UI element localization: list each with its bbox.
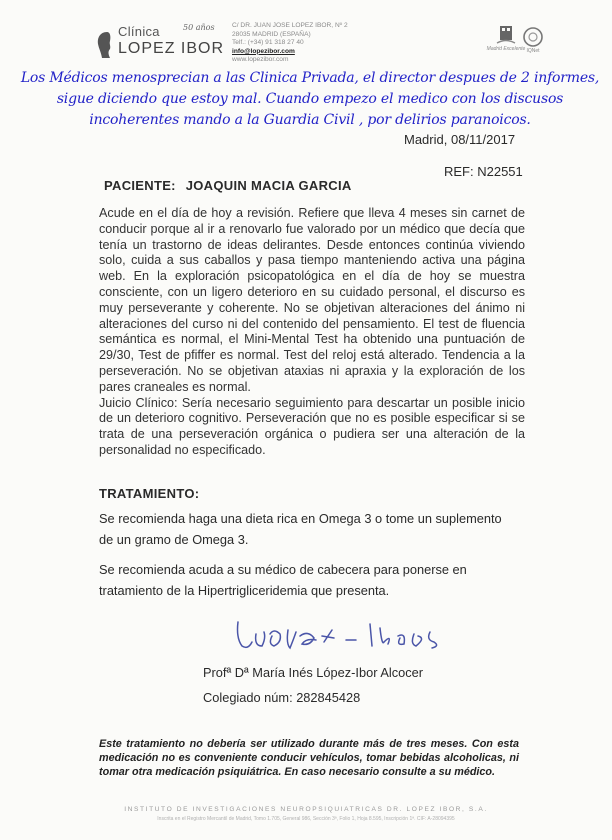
institute-details: Inscrita en el Registro Mercantil de Madrid, Tomo 1.705, General 986, Sección 3ª, Folio 1, Hoja 8.595, Inscripción 1ª. CIF: A-28094395 xyxy=(157,816,455,822)
clinical-judgement-paragraph: Juicio Clínico: Sería necesario seguimiento para descartar un posible inicio de un deterioro cognitivo. Perseveración que no es posible especificar si se trata de una perseveración orgánica o pudiera ser una alteración de la personalidad no especificado. xyxy=(99,395,525,457)
treatment-item-1: Se recomienda haga una dieta rica en Omega 3 o tome un suplemento de un gramo de Omega 3. xyxy=(99,511,502,547)
treatment-heading: TRATAMIENTO: xyxy=(99,486,200,501)
address-phone: Telf.: (+34) 91 318 27 40 xyxy=(232,39,304,47)
logo-name-text: LOPEZ IBOR xyxy=(118,40,225,57)
medication-warning: Este tratamiento no debería ser utilizado durante más de tres meses. Con esta medicación no es conveniente conducir vehículos, tomar bebidas alcoholicas, ni tomar otra medicación psiquiátrica. En caso necesario consulte a su médico. xyxy=(99,738,519,778)
address-line-2: 28035 MADRID (ESPAÑA) xyxy=(232,30,311,38)
report-paragraph: Acude en el día de hoy a revisión. Refiere que lleva 4 meses sin carnet de conducir porque al ir a renovarlo fue valorado por un médico que decía que tenía un trastorno de ideas delirantes. Desde entonces continúa viviendo solo, cuida a sus caballos y pasa tiempo manteniendo activa una página web. En la exploración psicopatológica en el día de hoy se muestra consciente, con un ligero deterioro en su cuidado personal, el discurso es muy perseverante y coherente. No se objetivan alteraciones del ánimo ni alteraciones del curso ni del contenido del pensamiento. El test de fluencia semántica es normal, el Mini-Mental Test ha obtenido una puntuación de 29/30, Test de pfiffer es normal. Test del reloj está alterado. Tendencia a la perseveración. No se objetivan ataxias ni apraxia y la exploración de los pares craneales es normal. xyxy=(99,206,525,394)
logo-clinica-text: Clínica xyxy=(118,24,160,39)
handwritten-note: Los Médicos menosprecian a las Clinica Privada, el director despues de 2 informes, sigue diciendo que estoy mal. Cuando empezo el medico con los discusos incoherentes mando a la Guardia Civil , por delirios paranoicos. xyxy=(20,70,600,128)
address-line-1: C/ DR. JUAN JOSE LOPEZ IBOR, Nº 2 xyxy=(232,22,348,29)
email-link[interactable]: info@lopezibor.com xyxy=(232,47,295,55)
clinical-report xyxy=(99,206,525,459)
doctor-name: Profª Dª María Inés López-Ibor Alcocer xyxy=(203,665,424,680)
colegiado-number: Colegiado núm: 282845428 xyxy=(203,690,361,705)
logo-head-icon xyxy=(95,30,113,60)
iqnet-cert-label: IQNet xyxy=(526,48,540,54)
logo-anniversary-text: 50 años xyxy=(183,23,215,32)
treatment-item-2: Se recomienda acuda a su médico de cabecera para ponerse en tratamiento de la Hipertrigliceridemia que presenta. xyxy=(99,562,467,598)
iqnet-cert-icon xyxy=(522,26,544,48)
patient-label: PACIENTE: xyxy=(104,178,176,193)
institute-name: INSTITUTO DE INVESTIGACIONES NEUROPSIQUIATRICAS DR. LOPEZ IBOR, S.A. xyxy=(124,806,488,813)
iqnet-cert xyxy=(518,26,548,54)
patient-name: JOAQUIN MACIA GARCIA xyxy=(185,178,352,193)
doctor-signature xyxy=(230,608,470,658)
clinic-address xyxy=(232,22,348,65)
madrid-cert-icon xyxy=(495,24,517,46)
website-link[interactable]: www.lopezibor.com xyxy=(232,56,289,64)
reference-number: REF: N22551 xyxy=(444,164,523,179)
document-date: Madrid, 08/11/2017 xyxy=(404,132,516,147)
patient-line xyxy=(104,178,352,193)
madrid-cert-label: Madrid Excelente xyxy=(486,46,526,52)
